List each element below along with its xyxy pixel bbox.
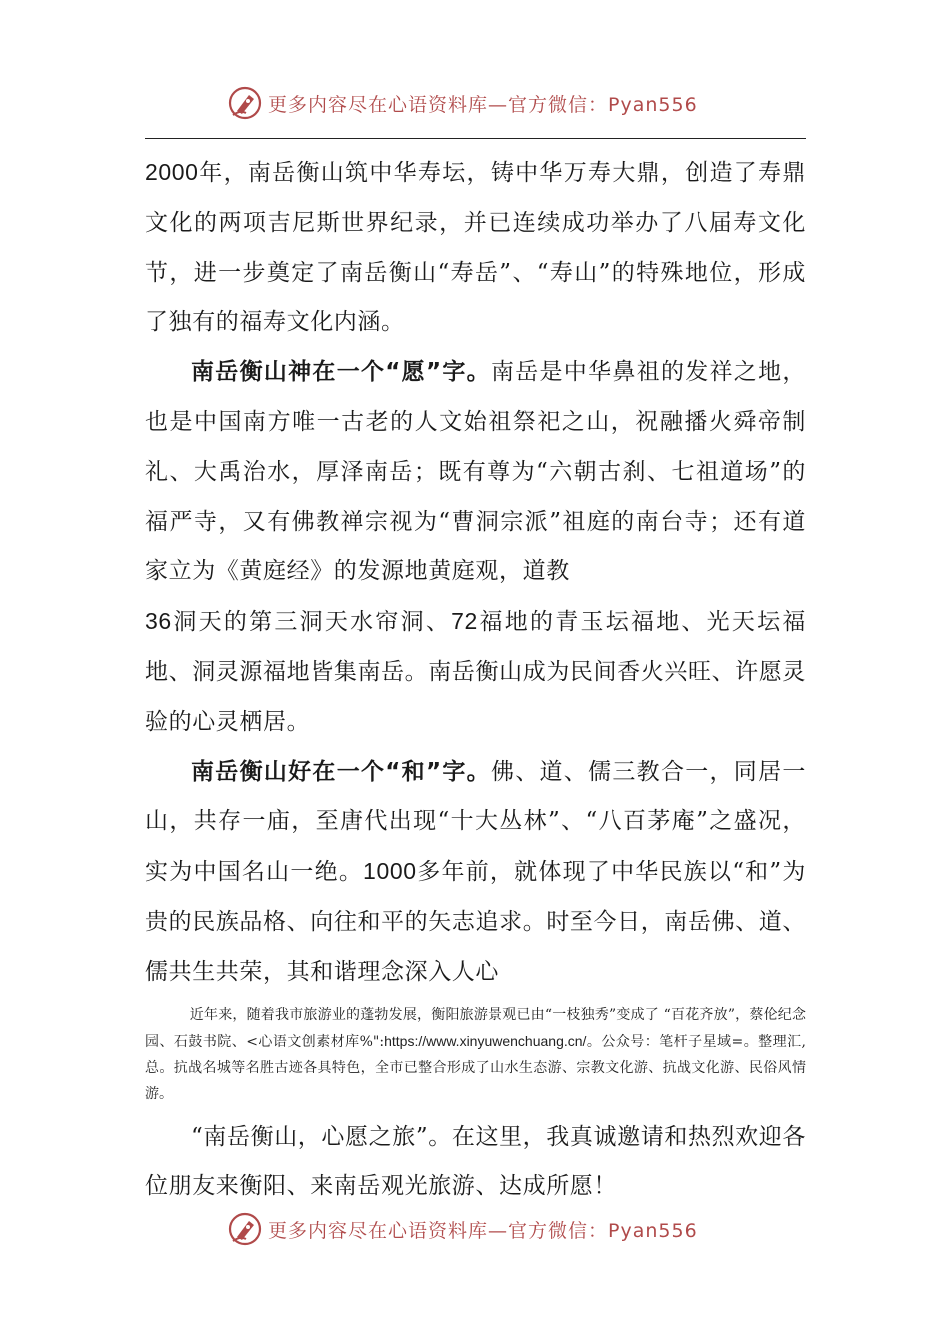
footer-banner [228,1212,748,1246]
header-divider [145,138,806,139]
inserted-note: 近年来，随着我市旅游业的蓬勃发展，衡阳旅游景观已由“一枝独秀”变成了 “百花齐放”，蔡伦纪念园、石鼓书院、<心语文创素材库%":https://www.xinyuwenchuang.cn/。公众号：笔杆子星域=。整理汇,总。抗战名城等名胜古迹各具特色，全市已整合形成了山水生态游、宗教文化游、抗战文化游、民俗风情游。 [145,1006,806,1102]
paragraph-3-lead: 南岳衡山好在一个“和”字。 [191,758,491,785]
paragraph-3: 南岳衡山好在一个“和”字。佛、道、儒三教合一，同居一山，共存一庙，至唐代出现“十大丛林”、“八百茅庵”之盛况，实为中国名山一绝。1000多年前，就体现了中华民族以“和”为贵的民族品格、向往和平的矢志追求。时至今日，南岳佛、道、儒共生共荣，其和谐理念深入人心 [145,758,806,985]
header-banner [228,86,748,120]
closing-paragraph: “南岳衡山，心愿之旅”。在这里，我真诚邀请和热烈欢迎各位朋友来衡阳、来南岳观光旅游、达成所愿！ [145,1123,806,1200]
document-body [145,148,806,1212]
pen-nib-logo-icon [228,86,262,120]
note-url: https://www.xinyuwenchuang.cn/ [384,1032,587,1049]
footer-banner-text: 更多内容尽在心语资料库—官方微信：Pyan556 [268,1219,698,1242]
pen-nib-logo-icon [228,1212,262,1246]
footer-wechat-id: Pyan556 [608,1219,698,1242]
paragraph-1: 2000年，南岳衡山筑中华寿坛，铸中华万寿大鼎，创造了寿鼎文化的两项吉尼斯世界纪录，并已连续成功举办了八届寿文化节，进一步奠定了南岳衡山“寿岳”、“寿山”的特殊地位，形成了独有的福寿文化内涵。 [145,159,806,336]
paragraph-2: 南岳衡山神在一个“愿”字。南岳是中华鼻祖的发祥之地，也是中国南方唯一古老的人文始祖祭祀之山，祝融播火舜帝制礼、大禹治水，厚泽南岳；既有尊为“六朝古刹、七祖道场”的福严寺，又有佛教禅宗视为“曹洞宗派”祖庭的南台寺；还有道家立为《黄庭经》的发源地黄庭观，道教 36洞天的第三洞天水帘洞、72福地的青玉坛福地、光天坛福地、洞灵源福地皆集南岳。南岳衡山成为民间香火兴旺、许愿灵验的心灵栖居。 [145,359,806,735]
paragraph-2-lead: 南岳衡山神在一个“愿”字。 [191,359,491,386]
header-wechat-id: Pyan556 [608,93,698,116]
header-banner-text: 更多内容尽在心语资料库—官方微信：Pyan556 [268,93,698,116]
